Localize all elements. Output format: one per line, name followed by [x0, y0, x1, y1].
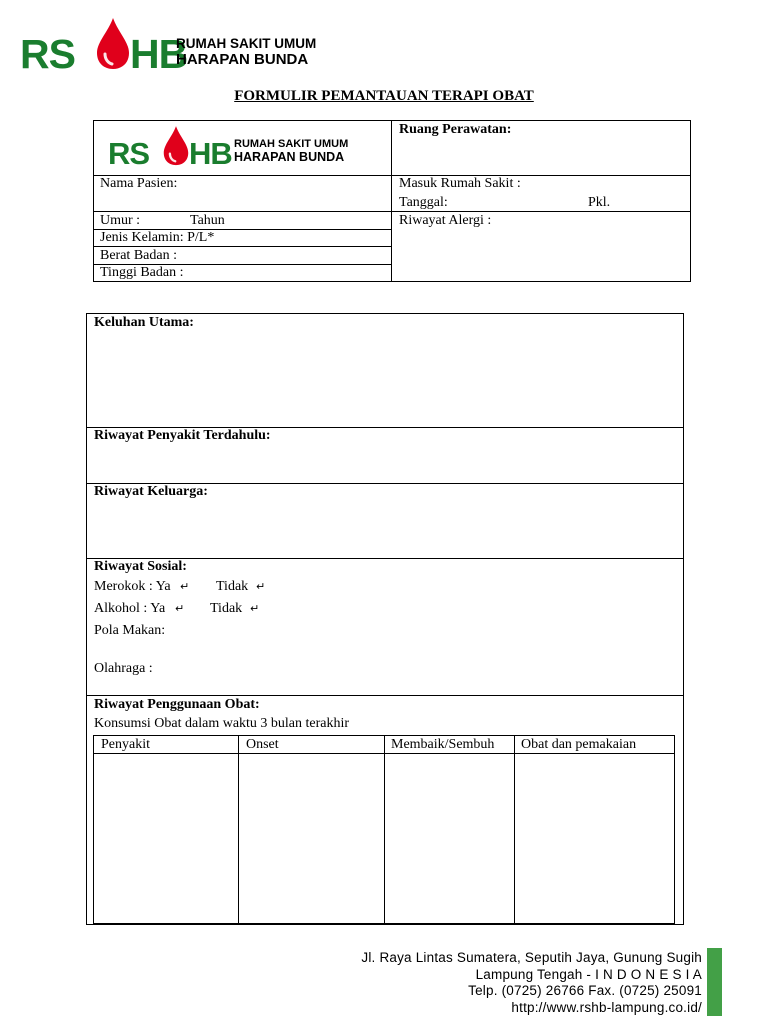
riwayat-sosial-label: Riwayat Sosial: — [94, 559, 187, 574]
logo-rs-text: RS — [20, 31, 75, 77]
alkohol-tidak-label: Tidak — [210, 601, 243, 616]
hospital-logo — [20, 16, 350, 77]
nama-pasien-label: Nama Pasien: — [100, 176, 178, 191]
alkohol-label: Alkohol : Ya — [94, 601, 166, 616]
logo-name-line1: RUMAH SAKIT UMUM — [176, 36, 317, 51]
tahun-label: Tahun — [190, 213, 225, 228]
drug-table-header-onset: Onset — [246, 737, 279, 752]
tinggi-badan-label: Tinggi Badan : — [100, 265, 184, 280]
header-logo-hb-text: HB — [189, 136, 232, 171]
logo-hb-text: HB — [130, 31, 188, 77]
alkohol-ya-return-icon: ↵ — [175, 602, 185, 615]
ruang-perawatan-label: Ruang Perawatan: — [399, 122, 512, 137]
alkohol-tidak-return-icon: ↵ — [250, 602, 260, 615]
address-line-1: Jl. Raya Lintas Sumatera, Seputih Jaya, Gunung Sugih — [361, 950, 702, 965]
pola-makan-label: Pola Makan: — [94, 623, 166, 638]
logo-name-line2: HARAPAN BUNDA — [176, 51, 309, 68]
riwayat-alergi-label: Riwayat Alergi : — [399, 213, 492, 228]
keluhan-utama-label: Keluhan Utama: — [94, 315, 194, 330]
jenis-kelamin-label: Jenis Kelamin: P/L* — [100, 230, 215, 245]
merokok-tidak-return-icon: ↵ — [256, 580, 266, 593]
umur-label: Umur : — [100, 213, 141, 228]
drug-table-header-membaik: Membaik/Sembuh — [391, 737, 495, 752]
merokok-ya-return-icon: ↵ — [180, 580, 190, 593]
header-logo-name-line1: RUMAH SAKIT UMUM — [234, 138, 349, 150]
phone-fax-line: Telp. (0725) 26766 Fax. (0725) 25091 — [468, 983, 702, 998]
olahraga-label: Olahraga : — [94, 661, 153, 676]
header-blood-drop-icon — [163, 126, 189, 166]
merokok-label: Merokok : Ya — [94, 579, 171, 594]
address-line-2: Lampung Tengah - I N D O N E S I A — [475, 966, 702, 982]
masuk-rs-label: Masuk Rumah Sakit : — [399, 176, 521, 191]
blood-drop-icon — [96, 18, 130, 70]
berat-badan-label: Berat Badan : — [100, 248, 177, 263]
header-logo-rs-text: RS — [108, 136, 150, 171]
tanggal-label: Tanggal: — [399, 195, 448, 210]
header-logo-name-line2: HARAPAN BUNDA — [234, 150, 345, 164]
pkl-label: Pkl. — [588, 195, 611, 210]
konsumsi-obat-label: Konsumsi Obat dalam waktu 3 bulan terakhir — [94, 716, 350, 731]
form-title: FORMULIR PEMANTAUAN TERAPI OBAT — [234, 88, 534, 104]
website-link[interactable]: http://www.rshb-lampung.co.id/ — [511, 999, 702, 1015]
hospital-address — [361, 950, 702, 1016]
riwayat-penggunaan-obat-label: Riwayat Penggunaan Obat: — [94, 697, 260, 712]
header-hospital-logo — [108, 124, 378, 170]
footer-green-bar — [707, 948, 722, 1016]
riwayat-penyakit-label: Riwayat Penyakit Terdahulu: — [94, 428, 271, 443]
merokok-tidak-label: Tidak — [216, 579, 249, 594]
drug-table-header-obat: Obat dan pemakaian — [521, 737, 637, 752]
drug-table-header-penyakit: Penyakit — [101, 737, 150, 752]
header-table-divider — [391, 120, 392, 282]
riwayat-keluarga-label: Riwayat Keluarga: — [94, 484, 208, 499]
